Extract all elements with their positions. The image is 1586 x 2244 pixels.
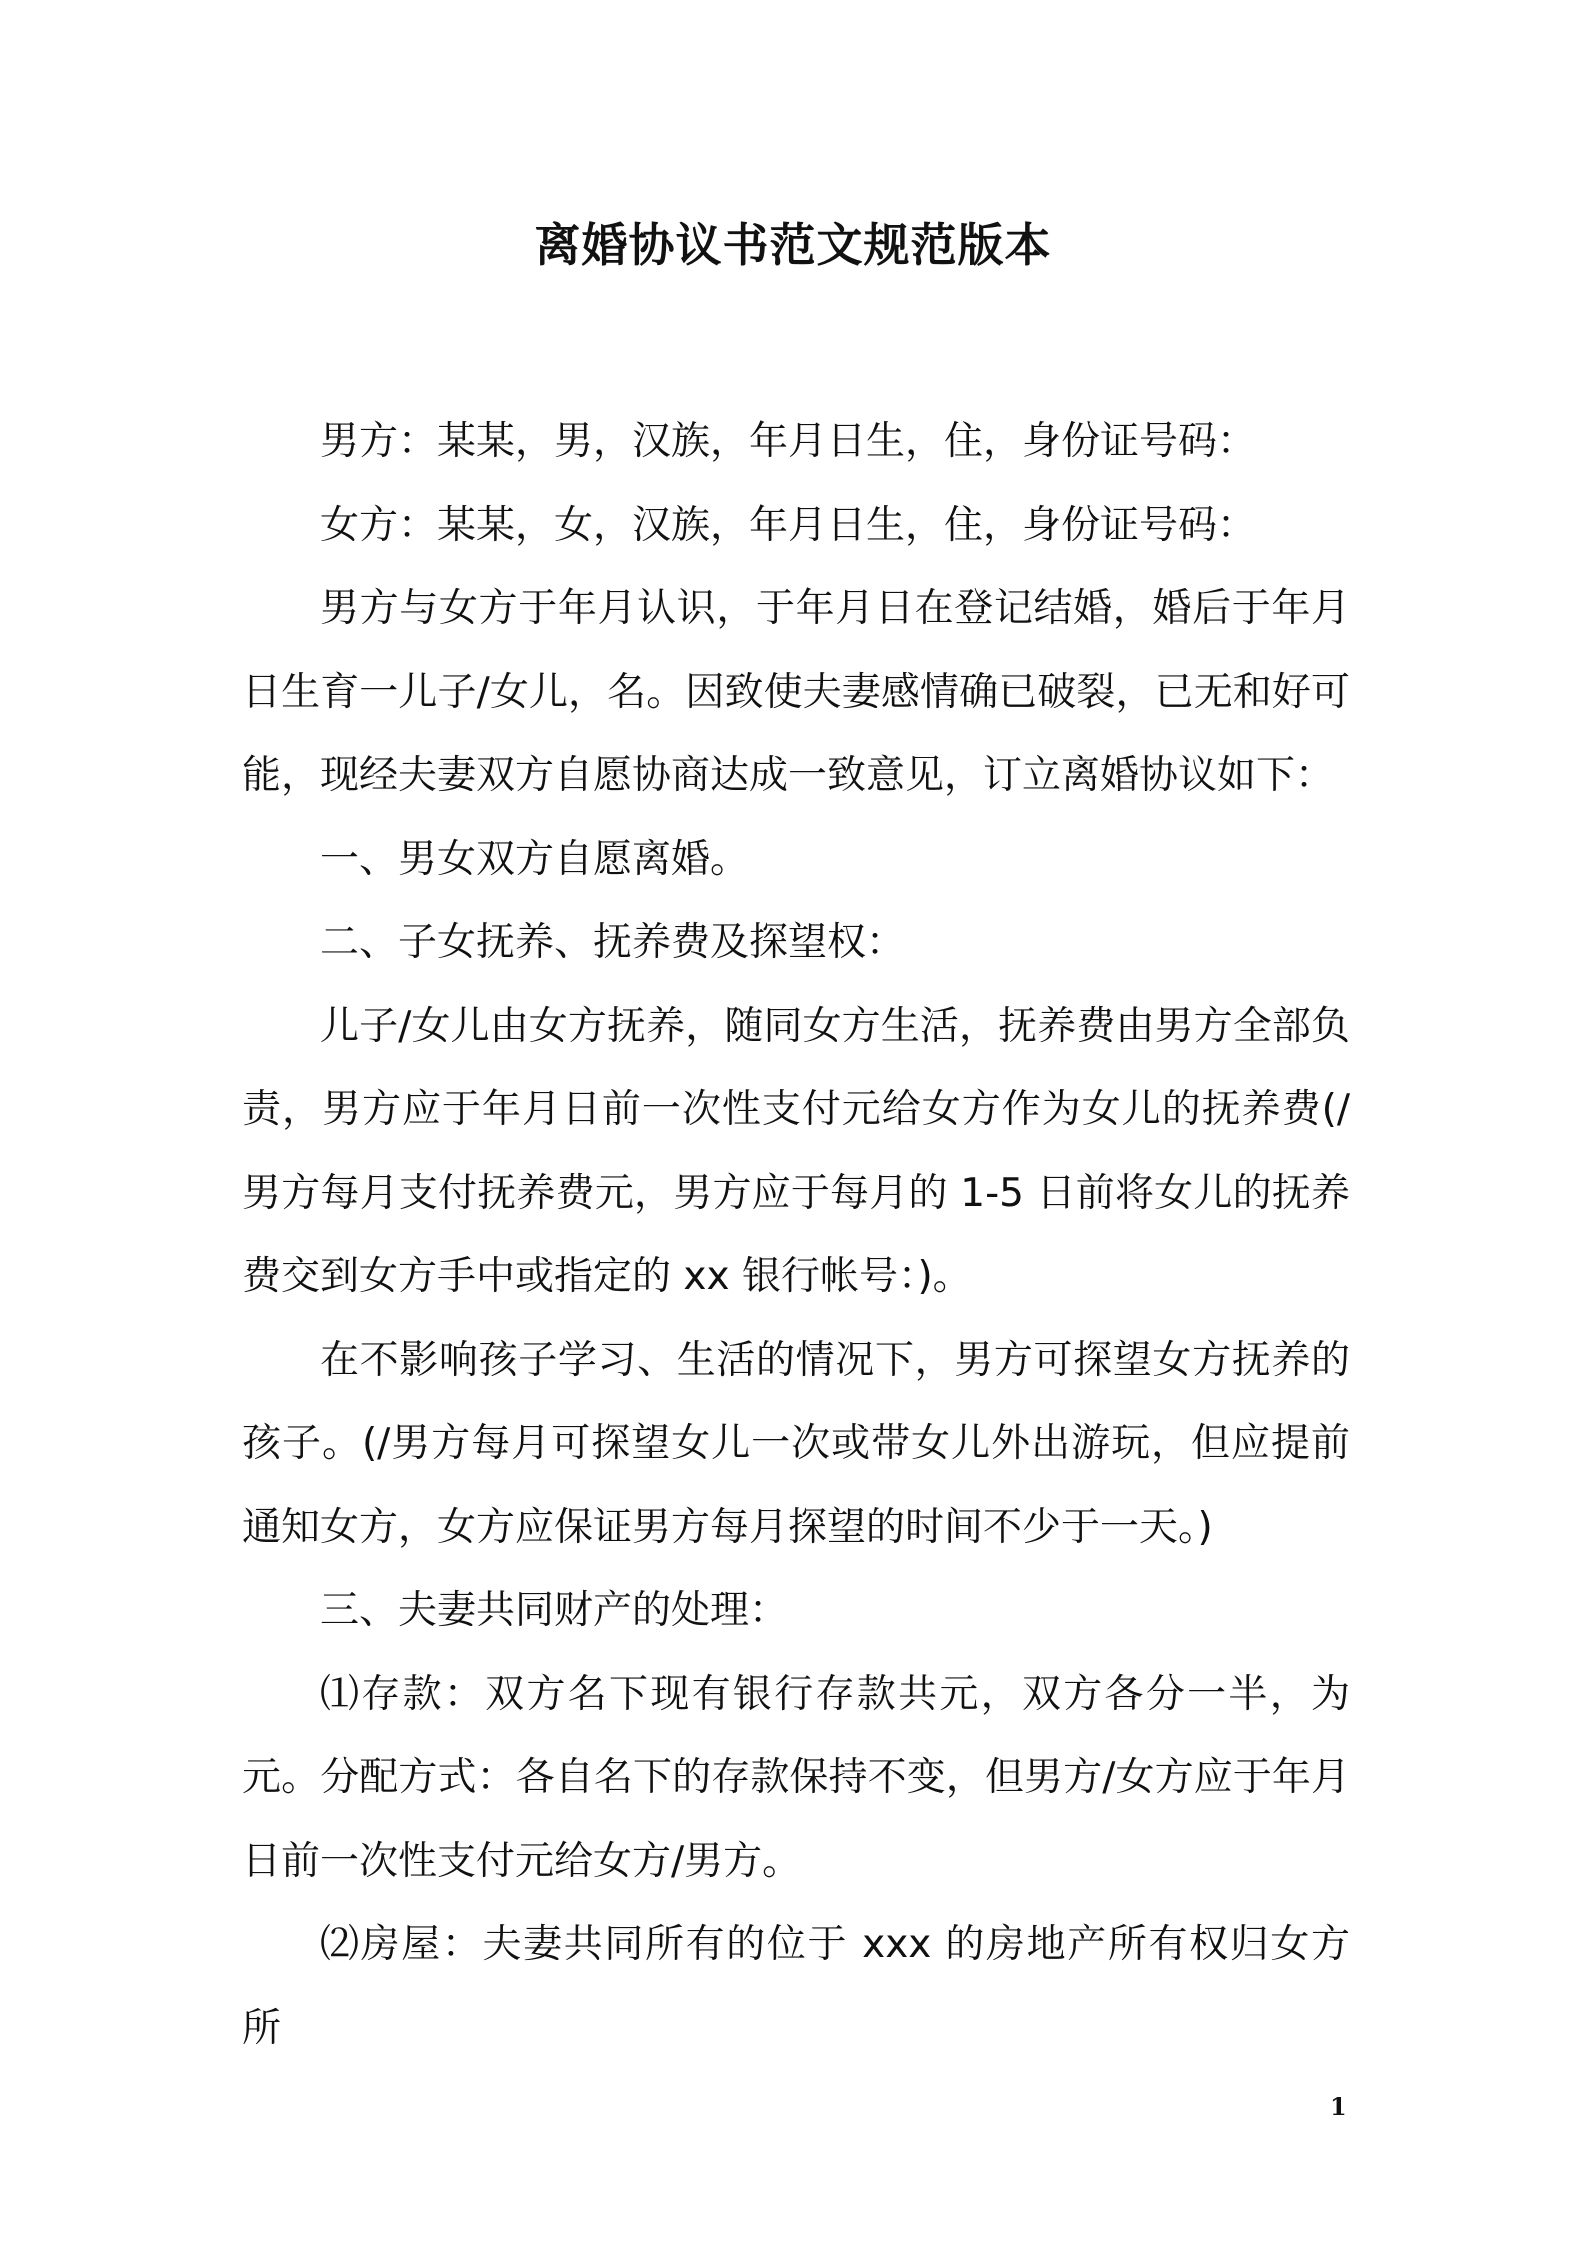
- paragraph-child-support: 儿子/女儿由女方抚养，随同女方生活，抚养费由男方全部负责，男方应于年月日前一次性支付元给女方作为女儿的抚养费(/男方每月支付抚养费元，男方应于每月的 1-5 日前将女儿的抚养费交到女方手中或指定的 xx 银行帐号：)。: [242, 1003, 1350, 1299]
- clause-2-heading: 二、子女抚养、抚养费及探望权：: [320, 920, 906, 965]
- paragraph-house: ⑵房屋：夫妻共同所有的位于 xxx 的房地产所有权归女方所: [242, 1922, 1350, 2051]
- document-title: 离婚协议书范文规范版本: [534, 218, 1052, 272]
- paragraph-savings: ⑴存款：双方名下现有银行存款共元，双方各分一半，为元。分配方式：各自名下的存款保持不变，但男方/女方应于年月日前一次性支付元给女方/男方。: [242, 1671, 1350, 1884]
- paragraph-visitation: 在不影响孩子学习、生活的情况下，男方可探望女方抚养的孩子。(/男方每月可探望女儿一次或带女儿外出游玩，但应提前通知女方，女方应保证男方每月探望的时间不少于一天。): [242, 1337, 1350, 1550]
- document-body: [242, 400, 1350, 2070]
- paragraph-background: 男方与女方于年月认识，于年月日在登记结婚，婚后于年月日生育一儿子/女儿，名。因致使夫妻感情确已破裂，已无和好可能，现经夫妻双方自愿协商达成一致意见，订立离婚协议如下：: [242, 586, 1350, 798]
- clause-1-heading: 一、男女双方自愿离婚。: [320, 836, 750, 882]
- paragraph-male-party: 男方：某某，男，汉族，年月日生，住，身份证号码：: [320, 419, 1257, 464]
- page-number: 1: [1330, 2092, 1347, 2121]
- paragraph-female-party: 女方：某某，女，汉族，年月日生，住，身份证号码：: [320, 502, 1257, 548]
- clause-3-heading: 三、夫妻共同财产的处理：: [320, 1588, 789, 1633]
